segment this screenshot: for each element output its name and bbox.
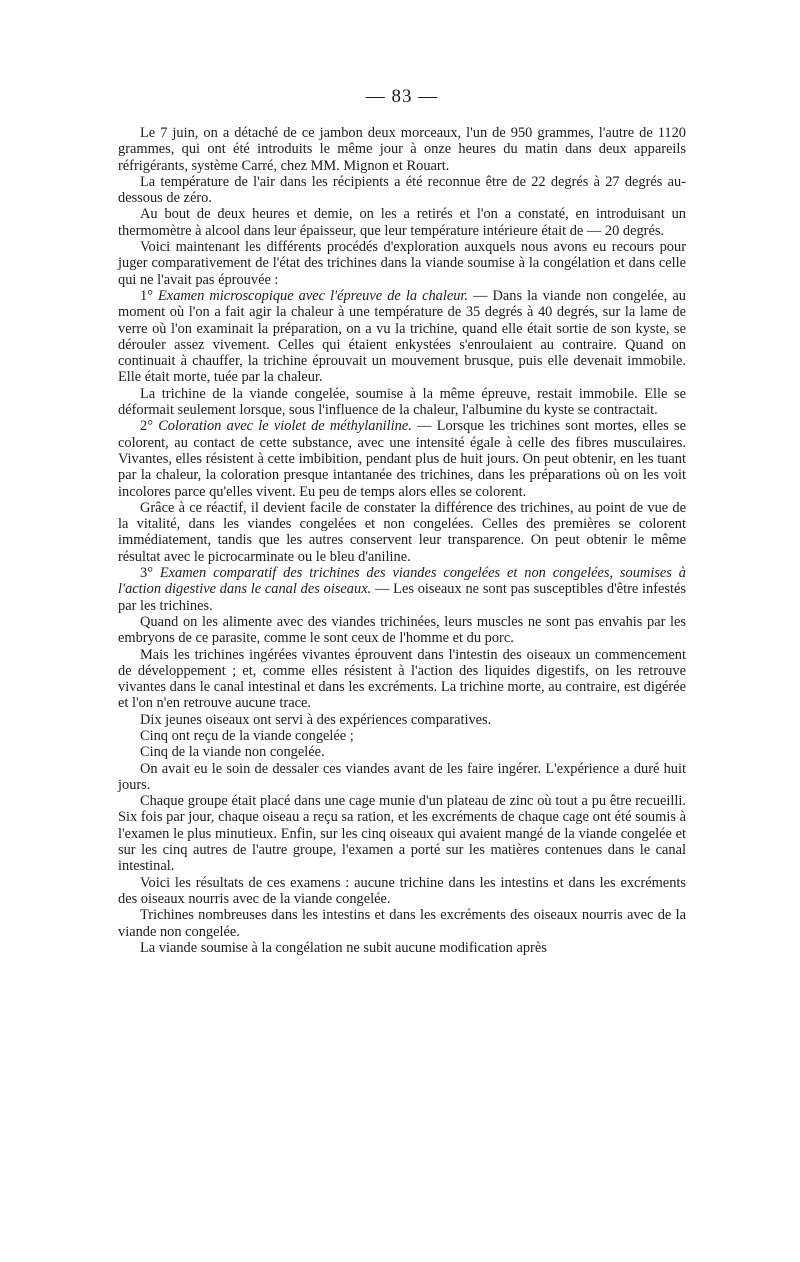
paragraph-text: Mais les trichines ingérées vivantes éprouvent dans l'intestin des oiseaux un commencement de développement ; et, comme elles résistent à l'action des liquides digestifs, on les retrouve vivantes dans le canal intestinal et dans les excréments. La trichine morte, au contraire, est digérée et l'on n'en retrouve aucune trace.: [118, 646, 686, 712]
paragraph-text: Chaque groupe était placé dans une cage munie d'un plateau de zinc où tout a pu être recueilli. Six fois par jour, chaque oiseau a reçu sa ration, et les excréments de chaque cage ont été soumis à l'examen le plus minutieux. Enfin, sur les cinq oiseaux qui avaient mangé de la viande congelée et sur les cinq autres de l'autre groupe, l'examen a porté sur les matières contenues dans le canal intestinal.: [118, 793, 686, 875]
paragraph-text: Voici les résultats de ces examens : aucune trichine dans les intestins et dans les excréments des oiseaux nourris avec de la viande congelée.: [118, 874, 686, 907]
paragraph: [118, 907, 686, 940]
paragraph: [118, 761, 686, 794]
paragraph-text: Quand on les alimente avec des viandes trichinées, leurs muscles ne sont pas envahis par les embryons de ce parasite, comme le sont ceux de l'homme et du porc.: [118, 613, 686, 647]
paragraph: [118, 744, 686, 760]
paragraph: [118, 500, 686, 565]
section-number: 2°: [140, 418, 153, 435]
paragraph: [118, 712, 686, 728]
section-paragraph: [118, 418, 686, 499]
paragraph-text: Au bout de deux heures et demie, on les a retirés et l'on a constaté, en introduisant un thermomètre à alcool dans leur épaisseur, que leur température intérieure était de — 20 degrés.: [118, 206, 686, 239]
page-number: — 83 —: [365, 86, 439, 107]
paragraph: [118, 614, 686, 647]
paragraph-text: La viande soumise à la congélation ne subit aucune modification après: [140, 939, 547, 956]
section-number: 1°: [140, 287, 153, 304]
paragraph: [118, 728, 686, 744]
section-heading: Coloration avec le violet de méthylaniline.: [158, 418, 412, 435]
paragraph: [118, 206, 686, 239]
paragraph-text: On avait eu le soin de dessaler ces viandes avant de les faire ingérer. L'expérience a duré huit jours.: [118, 760, 686, 793]
paragraph-text: Voici maintenant les différents procédés d'exploration auxquels nous avons eu recours pour juger comparativement de l'état des trichines dans la viande soumise à la congélation et dans celle qui ne l'avait pas éprouvée :: [118, 239, 686, 288]
section-paragraph: [118, 288, 686, 386]
section-heading: Examen microscopique avec l'épreuve de la chaleur.: [158, 287, 469, 304]
paragraph-text: Grâce à ce réactif, il devient facile de constater la différence des trichines, au point de vue de la vitalité, dans les viandes congelées et non congelées. Celles des premières se colorent immédiatement, tandis que les autres conservent leur transparence. On peut obtenir le même résultat avec le picrocarminate ou le bleu d'aniline.: [118, 499, 686, 565]
paragraph-text: Dix jeunes oiseaux ont servi à des expériences comparatives.: [140, 711, 492, 728]
section-paragraph: [118, 565, 686, 614]
paragraph-text: Cinq ont reçu de la viande congelée ;: [140, 727, 354, 744]
document-page: [118, 86, 686, 956]
paragraph: [118, 647, 686, 712]
paragraph-text: Trichines nombreuses dans les intestins et dans les excréments des oiseaux nourris avec de la viande non congelée.: [118, 907, 686, 940]
paragraph: [118, 875, 686, 908]
paragraph: [118, 940, 686, 956]
section-number: 3°: [140, 565, 153, 582]
paragraph: [118, 386, 686, 419]
paragraph-text: — Lorsque les trichines sont mortes, elles se colorent, au contact de cette substance, avec une intensité égale à celle des fibres musculaires. Vivantes, elles résistent à cette imbibition, pendant plus de huit jours. On peut obtenir, en les tuant par la chaleur, la coloration presque intantanée des trichines, dans les préparations où on les voit incolores parce qu'elles vivent. Eu peu de temps alors elles se colorent.: [118, 418, 686, 500]
paragraph-text: La température de l'air dans les récipients a été reconnue être de 22 degrés à 27 degrés au-dessous de zéro.: [118, 173, 686, 207]
paragraph: [118, 174, 686, 207]
paragraph-text: Le 7 juin, on a détaché de ce jambon deux morceaux, l'un de 950 grammes, l'autre de 1120 grammes, qui ont été introduits le même jour à onze heures du matin dans deux appareils réfrigérants, système Carré, chez MM. Mignon et Rouart.: [118, 125, 686, 174]
paragraph-text: Cinq de la viande non congelée.: [140, 744, 325, 761]
paragraph: [118, 793, 686, 874]
paragraph: [118, 125, 686, 174]
paragraph: [118, 239, 686, 288]
paragraph-text: La trichine de la viande congelée, soumise à la même épreuve, restait immobile. Elle se déformait seulement lorsque, sous l'influence de la chaleur, l'albumine du kyste se contractait.: [118, 385, 686, 419]
paragraph-text: — Les oiseaux ne sont pas susceptibles d'être infestés par les trichines.: [118, 581, 686, 614]
paragraph-text: — Dans la viande non congelée, au moment où l'on a fait agir la chaleur à une température de 35 degrés à 40 degrés, sur la lame de verre où l'on examinait la préparation, on a vu la trichine, quand elle était sortie de son kyste, se dérouler assez vivement. Celles qui étaient enkystées s'enroulaient au contraire. Quand on continuait à chauffer, la trichine éprouvait un mouvement brusque, puis elle devenait immobile. Elle était morte, tuée par la chaleur.: [118, 287, 686, 386]
section-heading: Examen comparatif des trichines des viandes congelées et non congelées, soumises à l'action digestive dans le canal des oiseaux.: [118, 565, 686, 598]
